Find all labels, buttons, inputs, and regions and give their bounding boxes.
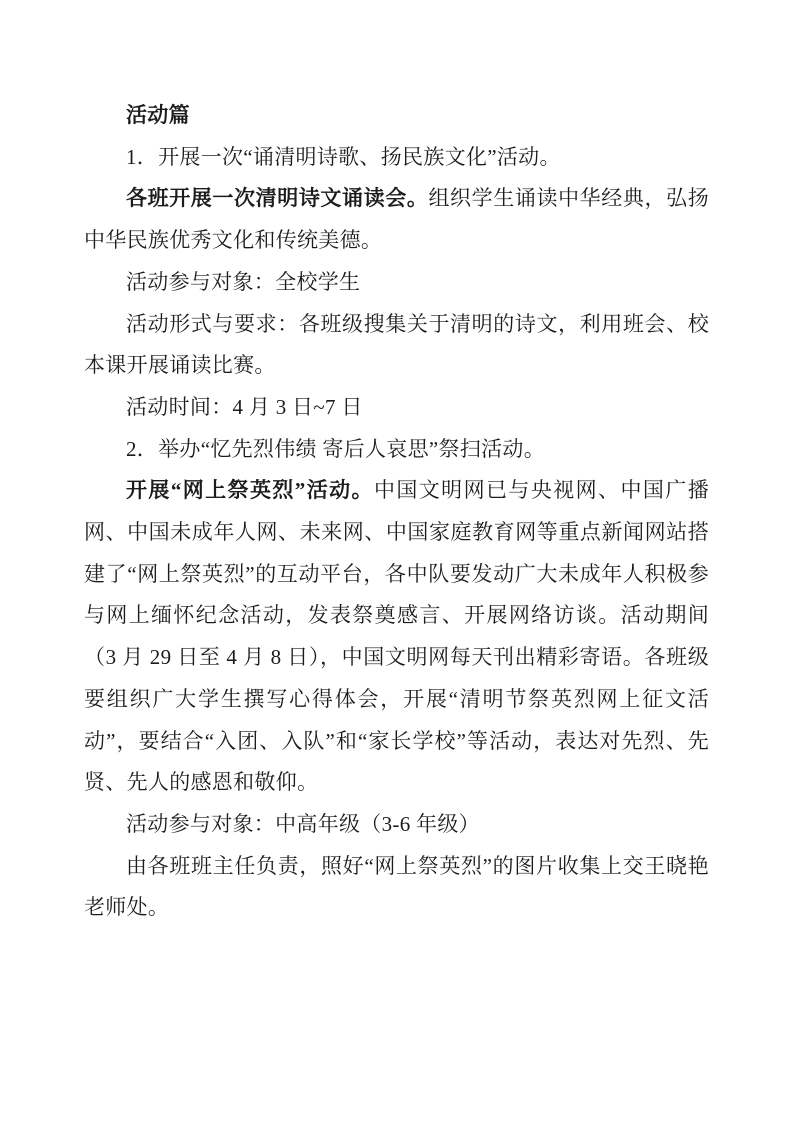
text-run: 由各班班主任负责，照好“网上祭英烈”的图片收集上交王晓艳老师处。 <box>84 853 709 920</box>
text-run: 活动时间：4 月 3 日~7 日 <box>126 394 363 419</box>
text-run: 组织学生诵读中华经典，弘扬中华民族优秀文化和传统美德。 <box>84 186 709 253</box>
text-run: 活动形式与要求：各班级搜集关于清明的诗文，利用班会、校本课开展诵读比赛。 <box>84 311 709 378</box>
paragraph-3 <box>84 178 709 261</box>
text-run: 2．举办“忆先烈伟绩 寄后人哀思”祭扫活动。 <box>126 436 545 461</box>
document-content <box>84 95 709 929</box>
text-run: 活动参与对象：全校学生 <box>126 269 361 294</box>
paragraph-9 <box>84 804 709 846</box>
paragraph-5 <box>84 304 709 387</box>
paragraph-8 <box>84 470 709 804</box>
paragraph-7 <box>84 429 709 471</box>
text-run: 活动参与对象：中高年级（3-6 年级） <box>126 811 480 836</box>
bold-text-run: 活动篇 <box>126 103 190 127</box>
paragraph-6 <box>84 387 709 429</box>
text-run: 1．开展一次“诵清明诗歌、扬民族文化”活动。 <box>126 144 561 169</box>
paragraph-2 <box>84 137 709 179</box>
paragraph-1 <box>84 95 709 137</box>
bold-text-run: 开展“网上祭英烈”活动。 <box>126 478 374 503</box>
bold-text-run: 各班开展一次清明诗文诵读会。 <box>126 186 429 211</box>
paragraph-10 <box>84 846 709 929</box>
paragraph-4 <box>84 262 709 304</box>
text-run: 中国文明网已与央视网、中国广播网、中国未成年人网、未来网、中国家庭教育网等重点新闻网站搭建了“网上祭英烈”的互动平台，各中队要发动广大未成年人积极参与网上缅怀纪念活动，发表祭奠感言、开展网络访谈。活动期间（3 月 29 日至 4 月 8 日），中国文明网每天刊出精彩寄语。各班级要组织广大学生撰写心得体会，开展“清明节祭英烈网上征文活动”，要结合“入团、入队”和“家长学校”等活动，表达对先烈、先贤、先人的感恩和敬仰。 <box>84 478 709 795</box>
